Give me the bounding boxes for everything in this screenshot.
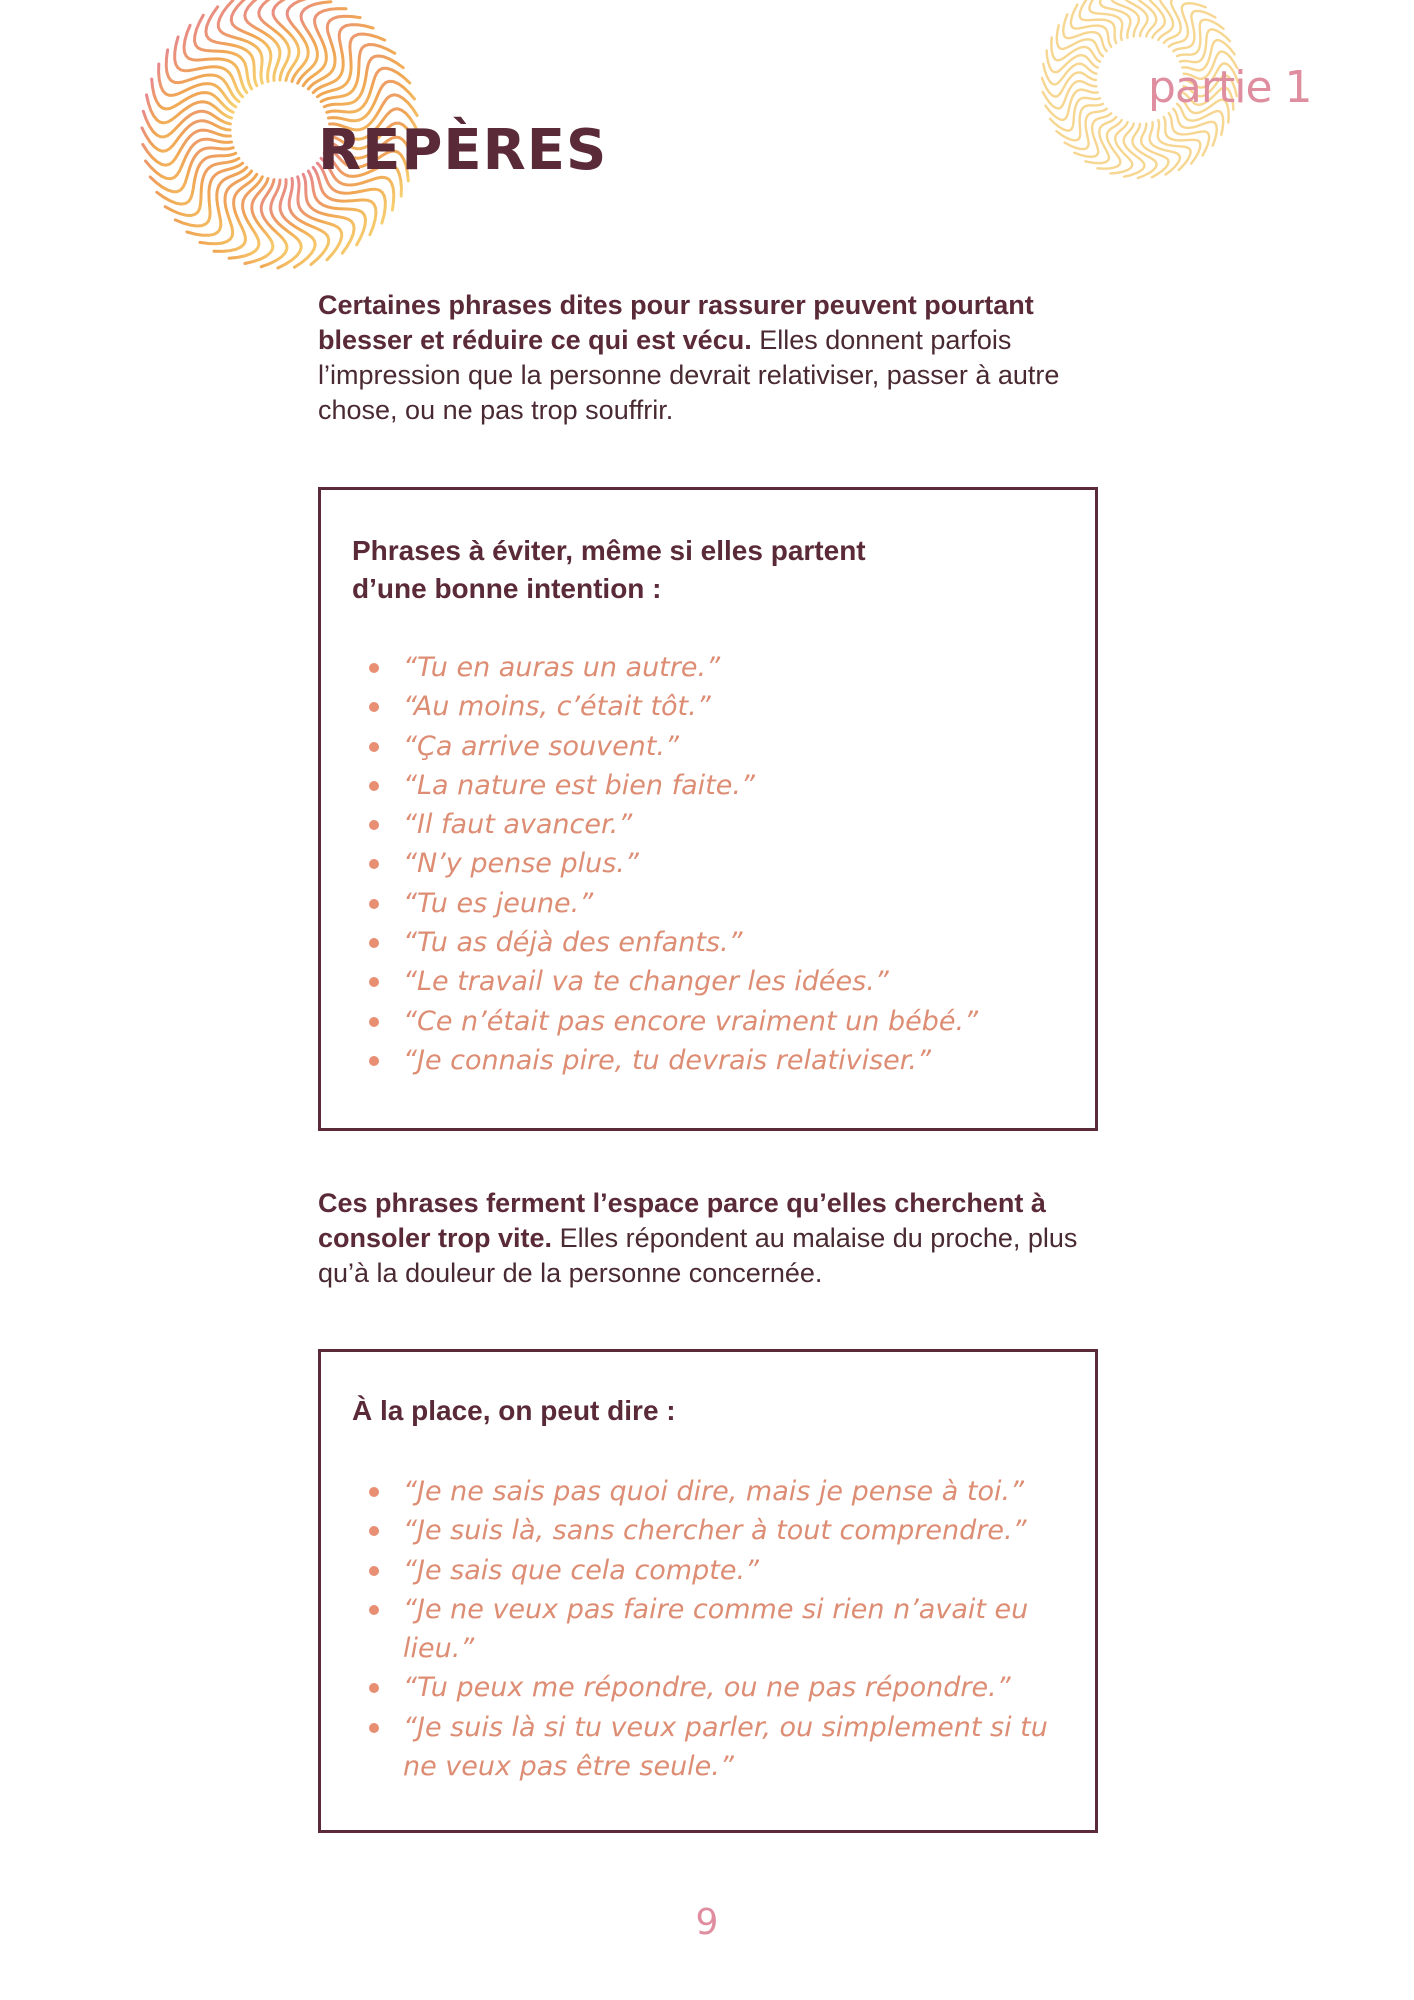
phrases-to-avoid-list (369, 648, 1069, 1080)
list-item: “La nature est bien faite.” (369, 766, 1069, 805)
list-item: “Tu peux me répondre, ou ne pas répondre.” (369, 1668, 1069, 1707)
part-label: partie 1 (1148, 62, 1312, 113)
list-item: “Au moins, c’était tôt.” (369, 687, 1069, 726)
list-item: “Je ne sais pas quoi dire, mais je pense à toi.” (369, 1472, 1069, 1511)
what-to-say-box (318, 1349, 1098, 1833)
list-item: “Je sais que cela compte.” (369, 1551, 1069, 1590)
list-item: “Le travail va te changer les idées.” (369, 962, 1069, 1001)
page-number: 9 (695, 1902, 719, 1943)
list-item: “Je suis là, sans chercher à tout comprendre.” (369, 1511, 1069, 1550)
heading-line-2: d’une bonne intention : (352, 573, 662, 604)
list-item: “Il faut avancer.” (369, 805, 1069, 844)
list-item: “Tu es jeune.” (369, 884, 1069, 923)
list-item: “Je ne veux pas faire comme si rien n’avait eu lieu.” (369, 1590, 1069, 1669)
what-to-say-heading: À la place, on peut dire : (352, 1395, 676, 1426)
list-item: “Je connais pire, tu devrais relativiser.” (369, 1041, 1069, 1080)
intro-bold-text: Certaines phrases dites pour rassurer peuvent pourtant blesser et réduire ce qui est vécu. (318, 290, 1034, 355)
list-item: “Tu en auras un autre.” (369, 648, 1069, 687)
page-title: REPÈRES (318, 118, 608, 183)
phrases-to-avoid-box (318, 487, 1098, 1131)
explanation-bold-text: Ces phrases ferment l’espace parce qu’elles cherchent à consoler trop vite. (318, 1188, 1046, 1253)
list-item: “N’y pense plus.” (369, 844, 1069, 883)
list-item: “Ce n’était pas encore vraiment un bébé.” (369, 1002, 1069, 1041)
heading-line-1: Phrases à éviter, même si elles partent (352, 535, 866, 566)
explanation-text: Elles répondent au malaise du proche, plus qu’à la douleur de la personne concernée. (318, 1223, 1078, 1288)
explanation-paragraph (318, 1186, 1118, 1291)
list-item: “Tu as déjà des enfants.” (369, 923, 1069, 962)
intro-text: Elles donnent parfois l’impression que la personne devrait relativiser, passer à autre chose, ou ne pas trop souffrir. (318, 325, 1060, 425)
list-item: “Je suis là si tu veux parler, ou simplement si tu ne veux pas être seule.” (369, 1708, 1069, 1787)
list-item: “Ça arrive souvent.” (369, 727, 1069, 766)
what-to-say-list (369, 1472, 1069, 1786)
phrases-to-avoid-heading (352, 532, 1052, 608)
intro-paragraph (318, 288, 1118, 428)
